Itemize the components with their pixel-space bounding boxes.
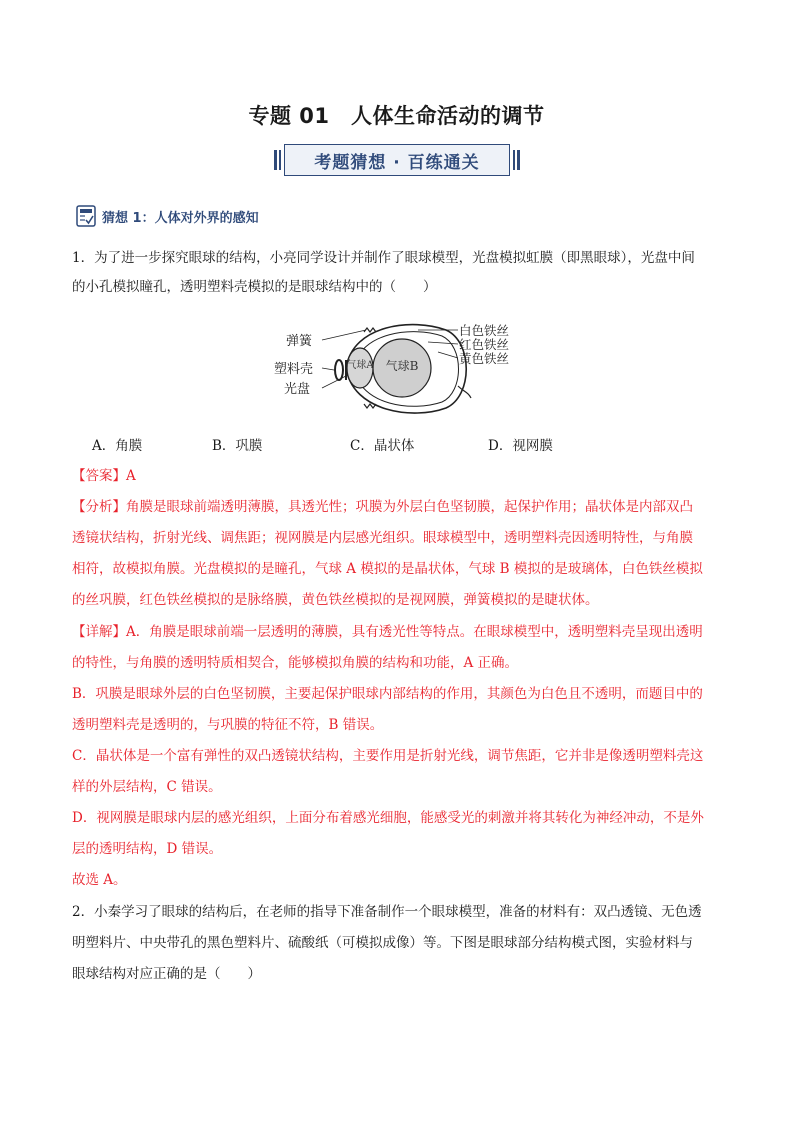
q2-line-3: 眼球结构对应正确的是（ ） bbox=[72, 966, 261, 982]
checklist-icon bbox=[76, 205, 96, 227]
banner-text: 考题猜想 · 百练通关 bbox=[284, 144, 510, 176]
detail-line-7: D．视网膜是眼球内层的感光组织，上面分布着感光细胞，能感受光的刺激并将其转化为神经冲动，不是外 bbox=[72, 810, 704, 826]
detail-line-2: 的特性，与角膜的透明特质相契合，能够模拟角膜的结构和功能，A 正确。 bbox=[72, 655, 519, 671]
label-red-wire: 红色铁丝 bbox=[459, 337, 510, 352]
section-label: 猜想 1：人体对外界的感知 bbox=[102, 210, 259, 226]
banner-right-bar bbox=[517, 150, 520, 170]
banner-right-bar-thin bbox=[513, 150, 515, 170]
detail-line-8: 层的透明结构，D 错误。 bbox=[72, 841, 223, 857]
label-yellow-wire: 黄色铁丝 bbox=[459, 351, 510, 366]
q2-line-2: 明塑料片、中央带孔的黑色塑料片、硫酸纸（可模拟成像）等。下图是眼球部分结构模式图，实验材料与 bbox=[72, 935, 693, 951]
label-spring: 弹簧 bbox=[286, 334, 313, 349]
option-d: D．视网膜 bbox=[488, 438, 553, 454]
plastic-shell bbox=[335, 360, 343, 380]
q1-line-1: 1．为了进一步探究眼球的结构，小亮同学设计并制作了眼球模型，光盘模拟虹膜（即黑眼球），光盘中间 bbox=[72, 250, 695, 266]
detail-line-9: 故选 A。 bbox=[72, 872, 127, 888]
option-c: C．晶状体 bbox=[350, 438, 415, 454]
detail-line-4: 透明塑料壳是透明的，与巩膜的特征不符，B 错误。 bbox=[72, 717, 384, 733]
answer: 【答案】A bbox=[72, 468, 136, 484]
analysis-line-2: 透镜状结构，折射光线、调焦距；视网膜是内层感光组织。眼球模型中，透明塑料壳因透明特性，与角膜 bbox=[72, 530, 693, 546]
label-disc: 光盘 bbox=[284, 382, 311, 397]
analysis-line-4: 的丝巩膜，红色铁丝模拟的是脉络膜，黄色铁丝模拟的是视网膜，弹簧模拟的是睫状体。 bbox=[72, 592, 599, 608]
analysis-line-1: 【分析】角膜是眼球前端透明薄膜，具透光性；巩膜为外层白色坚韧膜，起保护作用；晶状体是内部双凸 bbox=[72, 499, 693, 515]
analysis-line-3: 相符，故模拟角膜。光盘模拟的是瞳孔，气球 A 模拟的是晶状体，气球 B 模拟的是玻璃体，白色铁丝模拟 bbox=[72, 561, 703, 577]
eye-model-figure bbox=[268, 312, 528, 420]
detail-line-5: C．晶状体是一个富有弹性的双凸透镜状结构，主要作用是折射光线，调节焦距，它并非是像透明塑料壳这 bbox=[72, 748, 704, 764]
detail-line-1: 【详解】A．角膜是眼球前端一层透明的薄膜，具有透光性等特点。在眼球模型中，透明塑料壳呈现出透明 bbox=[72, 624, 703, 640]
q1-line-2: 的小孔模拟瞳孔，透明塑料壳模拟的是眼球结构中的（ ） bbox=[72, 279, 437, 295]
label-balloon-b: 气球B bbox=[385, 359, 419, 373]
section-heading bbox=[76, 205, 259, 227]
label-balloon-a: 气球A bbox=[346, 360, 374, 371]
detail-line-3: B．巩膜是眼球外层的白色坚韧膜，主要起保护眼球内部结构的作用，其颜色为白色且不透明，而题目中的 bbox=[72, 686, 703, 702]
option-a: A．角膜 bbox=[92, 438, 143, 454]
q2-line-1: 2．小秦学习了眼球的结构后，在老师的指导下准备制作一个眼球模型，准备的材料有：双凸透镜、无色透 bbox=[72, 904, 702, 920]
detail-line-6: 样的外层结构，C 错误。 bbox=[72, 779, 222, 795]
banner-left-bar-thin bbox=[279, 150, 281, 170]
label-shell: 塑料壳 bbox=[274, 362, 314, 377]
section-banner bbox=[272, 144, 522, 176]
banner-left-bar bbox=[274, 150, 277, 170]
label-white-wire: 白色铁丝 bbox=[459, 323, 510, 338]
option-b: B．巩膜 bbox=[212, 438, 263, 454]
page-title: 专题 01 人体生命活动的调节 bbox=[248, 104, 545, 128]
